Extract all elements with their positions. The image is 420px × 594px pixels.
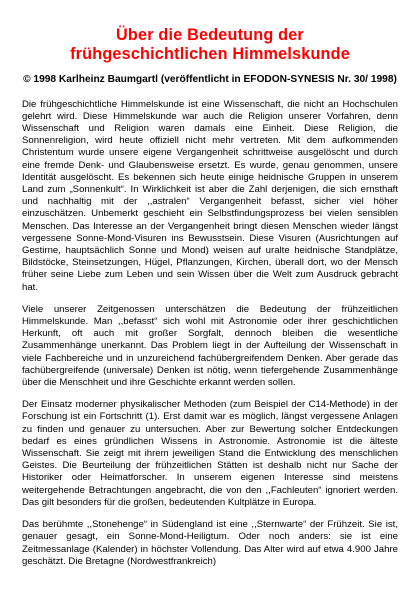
title-line-1: Über die Bedeutung der (116, 26, 304, 44)
paragraph-4: Das berühmte ,,Stonehenge“ in Südengland ist eine ,,Sternwarte“ der Frühzeit. Sie ist, genauer gesagt, ein Sonne-Mond-Heiligtum. Oder noch anders: sie ist eine Zeitmessanlage (Kalender) in höchster Vollendung. Das Alter wird auf etwa 4.900 Jahre geschätzt. Die Bretagne (Nordwestfrankreich) (22, 519, 398, 567)
byline: © 1998 Karlheinz Baumgartl (veröffentlicht in EFODON-SYNESIS Nr. 30/ 1998) (23, 74, 397, 85)
title-line-2: frühgeschichtlichen Himmelskunde (70, 45, 350, 63)
paragraph-1: Die frühgeschichtliche Himmelskunde ist eine Wissenschaft, die nicht an Hochschulen gelehrt wird. Diese Himmelskunde war auch die Religion unserer Vorfahren, denn Wissenschaft und Religion waren damals eine Einheit. Diese Religion, die Sonnenreligion, wird heute offiziell nicht mehr vertreten. Mit dem aufkommenden Christentum wurde unsere eigene Vergangenheit schrittweise ausgelöscht und durch eine fremde Denk- und Glaubensweise ersetzt. Es wurde, genau genommen, unsere Identität ausgelöscht. Es bekennen sich heute einige heidnische Gruppen in unserem Land zum „Sonnenkult“. In Wirklichkeit ist aber die Zahl derjenigen, die sich ernsthaft und nachhaltig mit der ,,astralen“ Vergangenheit befasst, sicher viel höher einzuschätzen. Unbemerkt geschieht ein Selbstfindungsprozess bei vielen sensiblen Menschen. Das Interesse an der Vergangenheit bringt diesen Menschen wieder längst vergessene Sonne-Mond-Visuren ins Bewusstsein. Diese Visuren (Ausrichtungen auf Gestirne, hauptsächlich Sonne und Mond) weisen auf uralte heidnische Standplätze, Bildstöcke, Steinsetzungen, Hügel, Pflanzungen, Kirchen, überall dort, wo der Mensch früher seine Liebe zum Leben und sein Wissen über die Welt zum Ausdruck gebracht hat. (22, 98, 398, 293)
paragraph-3: Der Einsatz moderner physikalischer Methoden (zum Beispiel der C14-Methode) in der Forschung ist ein Fortschritt (1). Erst damit war es möglich, längst vergessene Anlagen zu finden und genauer zu untersuchen. Aber zur Bewertung solcher Entdeckungen bedarf es eines gründlichen Wissens in Astronomie. Astronomie ist die älteste Wissenschaft. Sie zeigt mit ihrem jeweiligen Stand die Entwicklung des menschlichen Geistes. Die Beurteilung der frühzeitlichen Stätten ist deshalb nicht nur Sache der Historiker oder Heimatforscher. In unserem eigenen Interesse sind meistens weitergehende Betrachtungen angebracht, die von den ,,Fachleuten“ ignoriert werden. Das gilt besonders für die großen, bedeutenden Kultplätze in Europa. (22, 399, 398, 508)
paragraph-2: Viele unserer Zeitgenossen unterschätzen die Bedeutung der frühzeitlichen Himmelskunde. Man ,,befasst“ sich wohl mit Astronomie oder ihrer geschichtlichen Herkunft, oft auch mit großer Sorgfalt, dennoch bleiben die wesentliche Zusammenhänge unerkannt. Das Problem liegt in der Aufteilung der Wissenschaft in viele Fachbereiche und in unzureichend fachübergreifendem Denken. Aber gerade das fachübergreifende (universale) Denken ist nötig, wenn tiefergehende Zusammenhänge über die Menschheit und ihre Geschichte erkannt werden sollen. (22, 303, 398, 389)
document-title (22, 26, 398, 64)
